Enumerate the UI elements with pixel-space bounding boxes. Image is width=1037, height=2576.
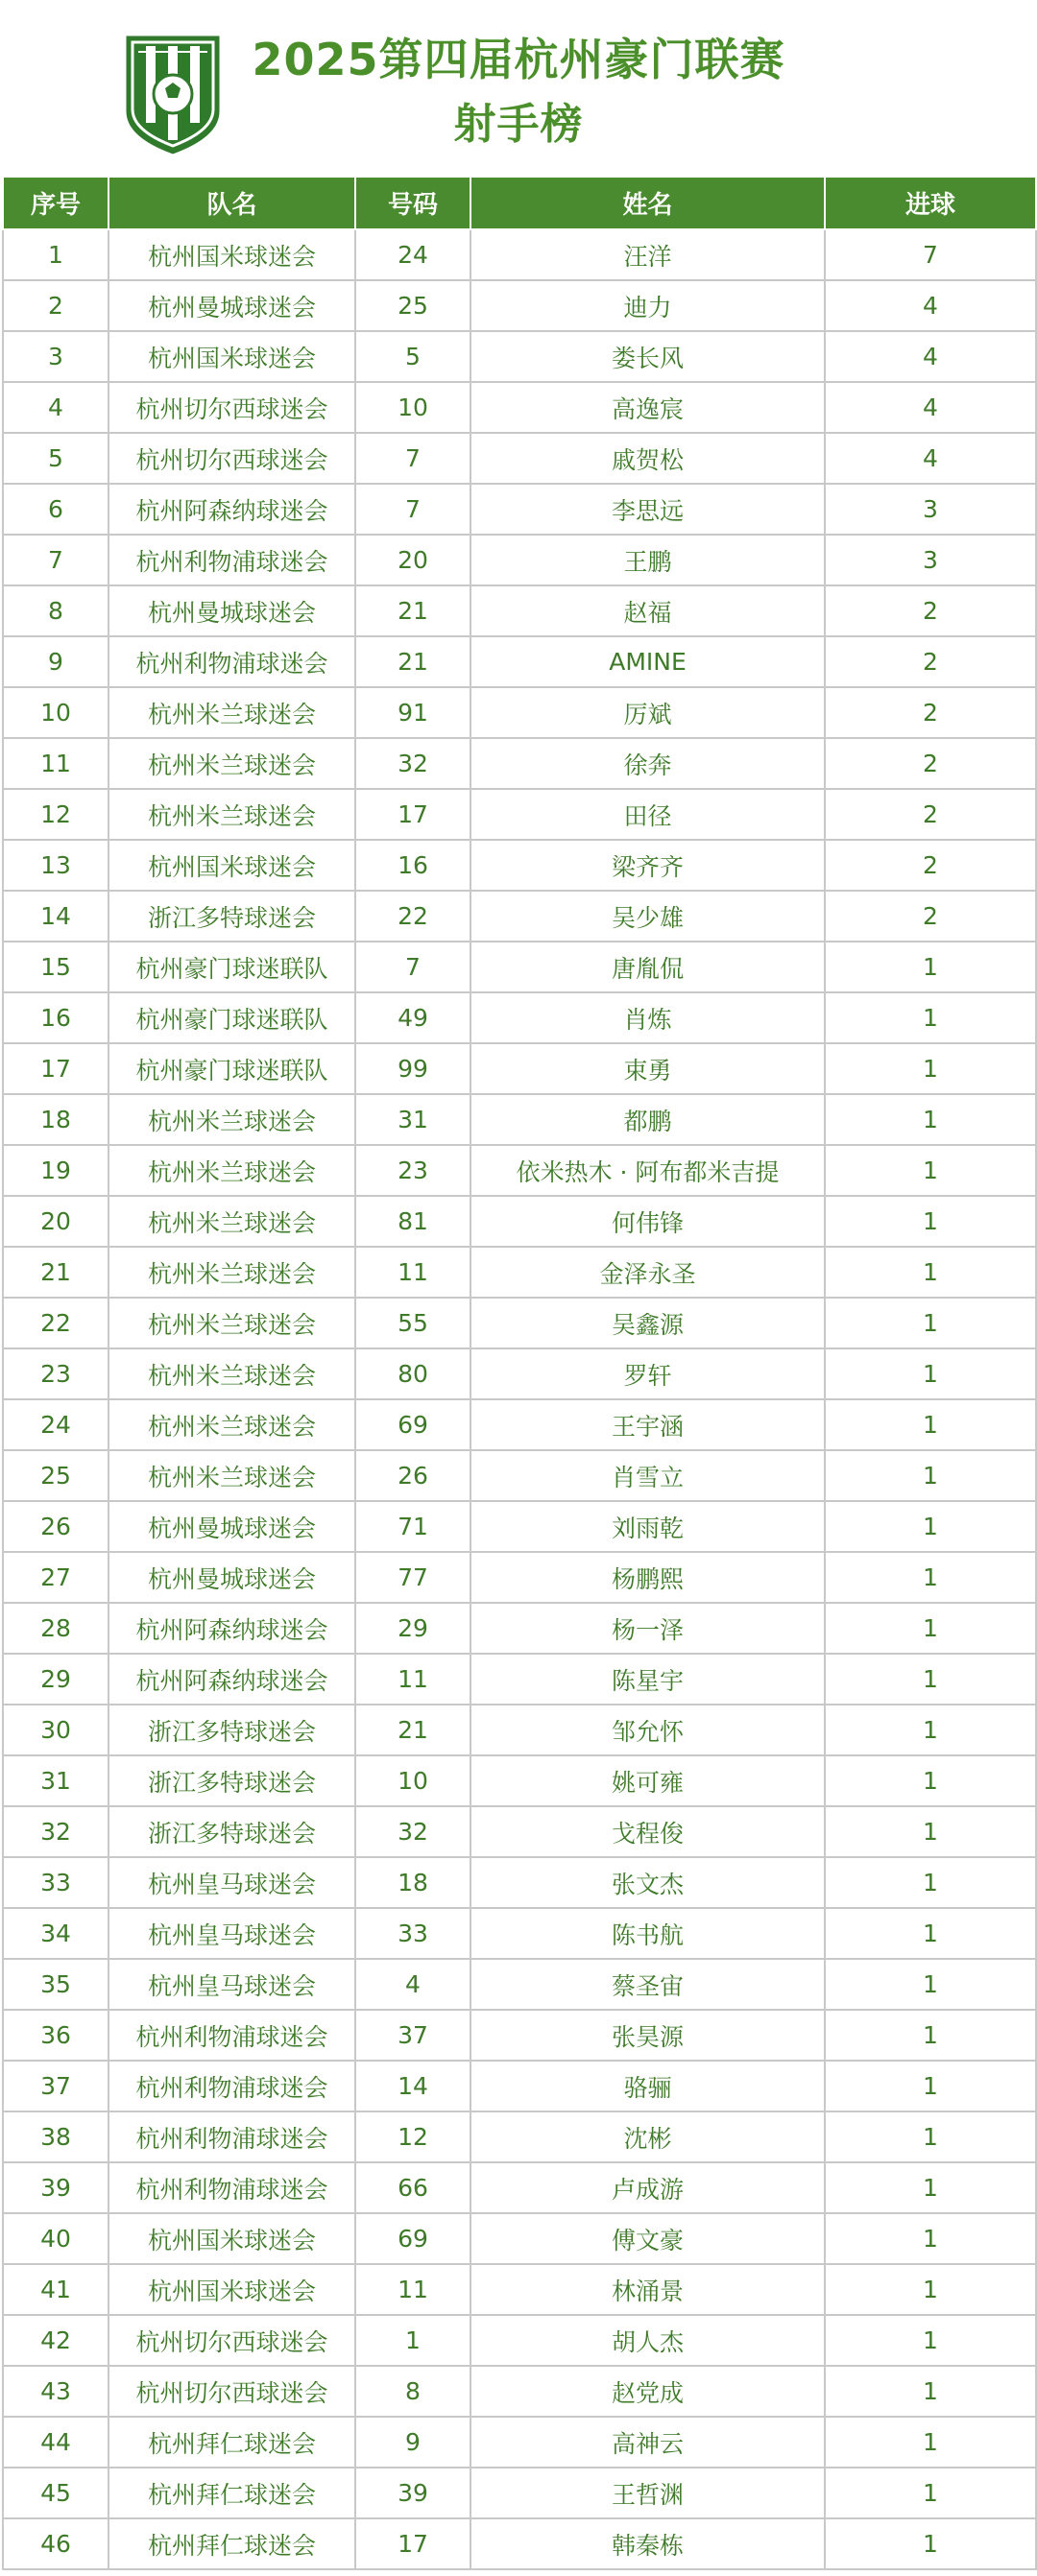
cell-goals: 1 <box>825 1196 1036 1247</box>
cell-rank: 16 <box>3 992 109 1043</box>
cell-team: 杭州切尔西球迷会 <box>109 382 355 433</box>
cell-player-name: 沈彬 <box>470 2111 825 2162</box>
table-row <box>3 636 1036 687</box>
cell-goals: 4 <box>825 433 1036 484</box>
cell-team: 杭州利物浦球迷会 <box>109 2162 355 2213</box>
column-header-team: 队名 <box>109 178 355 229</box>
cell-player-name: 张文杰 <box>470 1857 825 1908</box>
column-header-goals: 进球 <box>825 178 1036 229</box>
cell-rank: 25 <box>3 1450 109 1501</box>
cell-team: 杭州利物浦球迷会 <box>109 636 355 687</box>
page-header <box>0 0 1037 178</box>
cell-number: 10 <box>355 382 470 433</box>
cell-rank: 36 <box>3 2010 109 2061</box>
cell-rank: 34 <box>3 1908 109 1959</box>
table-row <box>3 382 1036 433</box>
cell-goals: 4 <box>825 331 1036 382</box>
cell-team: 杭州米兰球迷会 <box>109 1450 355 1501</box>
cell-player-name: 戈程俊 <box>470 1806 825 1857</box>
cell-rank: 9 <box>3 636 109 687</box>
cell-player-name: 肖炼 <box>470 992 825 1043</box>
cell-player-name: 厉斌 <box>470 687 825 738</box>
cell-team: 杭州米兰球迷会 <box>109 1094 355 1145</box>
cell-rank: 24 <box>3 1399 109 1450</box>
cell-number: 9 <box>355 2417 470 2468</box>
table-row <box>3 1247 1036 1298</box>
cell-number: 23 <box>355 1145 470 1196</box>
cell-number: 66 <box>355 2162 470 2213</box>
table-row <box>3 1450 1036 1501</box>
cell-rank: 19 <box>3 1145 109 1196</box>
cell-rank: 31 <box>3 1755 109 1806</box>
cell-number: 77 <box>355 1552 470 1603</box>
table-row <box>3 2264 1036 2315</box>
cell-player-name: 娄长风 <box>470 331 825 382</box>
cell-team: 杭州豪门球迷联队 <box>109 942 355 992</box>
cell-team: 杭州切尔西球迷会 <box>109 433 355 484</box>
cell-number: 8 <box>355 2366 470 2417</box>
cell-goals: 1 <box>825 1094 1036 1145</box>
cell-rank: 39 <box>3 2162 109 2213</box>
table-row <box>3 891 1036 942</box>
cell-number: 21 <box>355 1705 470 1755</box>
cell-rank: 29 <box>3 1654 109 1705</box>
cell-goals: 1 <box>825 992 1036 1043</box>
table-header-row <box>3 178 1036 229</box>
cell-number: 11 <box>355 2264 470 2315</box>
table-row <box>3 1552 1036 1603</box>
cell-team: 杭州米兰球迷会 <box>109 1348 355 1399</box>
cell-number: 37 <box>355 2010 470 2061</box>
cell-team: 杭州皇马球迷会 <box>109 1959 355 2010</box>
cell-rank: 18 <box>3 1094 109 1145</box>
cell-team: 杭州米兰球迷会 <box>109 1399 355 1450</box>
table-row <box>3 1043 1036 1094</box>
cell-goals: 1 <box>825 1399 1036 1450</box>
cell-team: 杭州豪门球迷联队 <box>109 992 355 1043</box>
cell-team: 杭州国米球迷会 <box>109 2213 355 2264</box>
cell-number: 14 <box>355 2061 470 2111</box>
cell-player-name: 邹允怀 <box>470 1705 825 1755</box>
cell-number: 5 <box>355 331 470 382</box>
cell-player-name: 何伟锋 <box>470 1196 825 1247</box>
cell-player-name: 汪洋 <box>470 229 825 280</box>
cell-number: 21 <box>355 636 470 687</box>
cell-rank: 1 <box>3 229 109 280</box>
cell-player-name: 卢成游 <box>470 2162 825 2213</box>
cell-goals: 1 <box>825 1959 1036 2010</box>
cell-team: 杭州米兰球迷会 <box>109 738 355 789</box>
cell-team: 杭州切尔西球迷会 <box>109 2315 355 2366</box>
cell-goals: 1 <box>825 1552 1036 1603</box>
page-title: 2025第四届杭州豪门联赛 <box>252 34 785 85</box>
cell-number: 49 <box>355 992 470 1043</box>
cell-goals: 1 <box>825 1247 1036 1298</box>
cell-player-name: 吴少雄 <box>470 891 825 942</box>
cell-team: 杭州利物浦球迷会 <box>109 2111 355 2162</box>
cell-player-name: 梁齐齐 <box>470 840 825 891</box>
cell-player-name: 杨一泽 <box>470 1603 825 1654</box>
cell-team: 杭州曼城球迷会 <box>109 280 355 331</box>
cell-number: 69 <box>355 2213 470 2264</box>
cell-goals: 1 <box>825 1755 1036 1806</box>
cell-number: 71 <box>355 1501 470 1552</box>
column-header-rank: 序号 <box>3 178 109 229</box>
cell-player-name: 迪力 <box>470 280 825 331</box>
cell-rank: 5 <box>3 433 109 484</box>
cell-player-name: 肖雪立 <box>470 1450 825 1501</box>
cell-team: 浙江多特球迷会 <box>109 1705 355 1755</box>
table-row <box>3 585 1036 636</box>
cell-rank: 30 <box>3 1705 109 1755</box>
cell-team: 杭州米兰球迷会 <box>109 789 355 840</box>
cell-number: 7 <box>355 484 470 535</box>
cell-number: 81 <box>355 1196 470 1247</box>
cell-player-name: 骆骊 <box>470 2061 825 2111</box>
cell-team: 杭州阿森纳球迷会 <box>109 1603 355 1654</box>
cell-goals: 1 <box>825 2162 1036 2213</box>
cell-player-name: 赵党成 <box>470 2366 825 2417</box>
table-row <box>3 1959 1036 2010</box>
cell-rank: 20 <box>3 1196 109 1247</box>
table-row <box>3 2061 1036 2111</box>
cell-goals: 1 <box>825 2264 1036 2315</box>
cell-player-name: 束勇 <box>470 1043 825 1094</box>
cell-rank: 15 <box>3 942 109 992</box>
cell-team: 杭州米兰球迷会 <box>109 1145 355 1196</box>
table-row <box>3 2213 1036 2264</box>
cell-player-name: 金泽永圣 <box>470 1247 825 1298</box>
cell-rank: 37 <box>3 2061 109 2111</box>
cell-team: 杭州拜仁球迷会 <box>109 2468 355 2518</box>
table-row <box>3 2010 1036 2061</box>
cell-player-name: 姚可雍 <box>470 1755 825 1806</box>
cell-team: 杭州皇马球迷会 <box>109 1857 355 1908</box>
cell-number: 69 <box>355 1399 470 1450</box>
table-row <box>3 738 1036 789</box>
cell-player-name: 陈星宇 <box>470 1654 825 1705</box>
cell-number: 21 <box>355 585 470 636</box>
cell-player-name: 杨鹏熙 <box>470 1552 825 1603</box>
cell-team: 浙江多特球迷会 <box>109 1806 355 1857</box>
cell-goals: 2 <box>825 789 1036 840</box>
cell-goals: 1 <box>825 2213 1036 2264</box>
table-row <box>3 2315 1036 2366</box>
cell-goals: 2 <box>825 891 1036 942</box>
cell-goals: 1 <box>825 1857 1036 1908</box>
cell-number: 11 <box>355 1247 470 1298</box>
cell-number: 10 <box>355 1755 470 1806</box>
cell-number: 12 <box>355 2111 470 2162</box>
cell-goals: 4 <box>825 382 1036 433</box>
table-row <box>3 484 1036 535</box>
table-row <box>3 1806 1036 1857</box>
cell-player-name: 陈书航 <box>470 1908 825 1959</box>
table-row <box>3 1348 1036 1399</box>
cell-team: 杭州国米球迷会 <box>109 229 355 280</box>
club-crest-icon <box>121 31 225 159</box>
cell-team: 浙江多特球迷会 <box>109 1755 355 1806</box>
table-row <box>3 331 1036 382</box>
table-row <box>3 1857 1036 1908</box>
table-row <box>3 2468 1036 2518</box>
table-body <box>3 229 1036 2569</box>
cell-number: 22 <box>355 891 470 942</box>
cell-number: 24 <box>355 229 470 280</box>
cell-player-name: 韩秦栋 <box>470 2518 825 2569</box>
table-row <box>3 229 1036 280</box>
table-row <box>3 1705 1036 1755</box>
cell-team: 杭州利物浦球迷会 <box>109 2061 355 2111</box>
cell-rank: 21 <box>3 1247 109 1298</box>
table-row <box>3 2162 1036 2213</box>
cell-goals: 3 <box>825 535 1036 585</box>
table-row <box>3 1196 1036 1247</box>
cell-player-name: 田径 <box>470 789 825 840</box>
cell-number: 32 <box>355 1806 470 1857</box>
cell-goals: 1 <box>825 1705 1036 1755</box>
table-row <box>3 1603 1036 1654</box>
table-row <box>3 2518 1036 2569</box>
cell-rank: 45 <box>3 2468 109 2518</box>
cell-player-name: 高神云 <box>470 2417 825 2468</box>
cell-goals: 1 <box>825 2417 1036 2468</box>
cell-goals: 3 <box>825 484 1036 535</box>
cell-goals: 1 <box>825 2111 1036 2162</box>
cell-goals: 1 <box>825 1043 1036 1094</box>
cell-team: 杭州米兰球迷会 <box>109 687 355 738</box>
cell-goals: 1 <box>825 1806 1036 1857</box>
cell-rank: 7 <box>3 535 109 585</box>
cell-team: 杭州国米球迷会 <box>109 840 355 891</box>
cell-number: 17 <box>355 2518 470 2569</box>
cell-goals: 1 <box>825 1298 1036 1348</box>
cell-team: 杭州国米球迷会 <box>109 331 355 382</box>
cell-player-name: 依米热木 · 阿布都米吉提 <box>470 1145 825 1196</box>
cell-player-name: 王鹏 <box>470 535 825 585</box>
cell-number: 11 <box>355 1654 470 1705</box>
table-row <box>3 1145 1036 1196</box>
cell-team: 杭州米兰球迷会 <box>109 1247 355 1298</box>
cell-team: 杭州切尔西球迷会 <box>109 2366 355 2417</box>
cell-number: 18 <box>355 1857 470 1908</box>
cell-team: 杭州曼城球迷会 <box>109 1501 355 1552</box>
cell-rank: 3 <box>3 331 109 382</box>
cell-player-name: 赵福 <box>470 585 825 636</box>
cell-player-name: 戚贺松 <box>470 433 825 484</box>
cell-player-name: 傅文豪 <box>470 2213 825 2264</box>
cell-player-name: 高逸宸 <box>470 382 825 433</box>
cell-goals: 2 <box>825 687 1036 738</box>
cell-team: 杭州阿森纳球迷会 <box>109 484 355 535</box>
cell-player-name: 刘雨乾 <box>470 1501 825 1552</box>
column-header-number: 号码 <box>355 178 470 229</box>
cell-team: 杭州拜仁球迷会 <box>109 2518 355 2569</box>
cell-number: 7 <box>355 942 470 992</box>
cell-number: 33 <box>355 1908 470 1959</box>
cell-goals: 1 <box>825 2468 1036 2518</box>
cell-rank: 2 <box>3 280 109 331</box>
cell-goals: 1 <box>825 942 1036 992</box>
cell-goals: 7 <box>825 229 1036 280</box>
cell-goals: 1 <box>825 2061 1036 2111</box>
table-row <box>3 535 1036 585</box>
cell-goals: 2 <box>825 840 1036 891</box>
page-subtitle: 射手榜 <box>453 100 584 149</box>
cell-player-name: AMINE <box>470 636 825 687</box>
cell-number: 39 <box>355 2468 470 2518</box>
cell-rank: 8 <box>3 585 109 636</box>
cell-number: 1 <box>355 2315 470 2366</box>
cell-goals: 1 <box>825 1348 1036 1399</box>
cell-rank: 13 <box>3 840 109 891</box>
cell-goals: 2 <box>825 738 1036 789</box>
cell-number: 20 <box>355 535 470 585</box>
table-row <box>3 992 1036 1043</box>
cell-team: 杭州米兰球迷会 <box>109 1298 355 1348</box>
cell-team: 杭州米兰球迷会 <box>109 1196 355 1247</box>
table-row <box>3 942 1036 992</box>
cell-number: 99 <box>355 1043 470 1094</box>
cell-rank: 38 <box>3 2111 109 2162</box>
cell-goals: 2 <box>825 585 1036 636</box>
cell-rank: 41 <box>3 2264 109 2315</box>
cell-goals: 4 <box>825 280 1036 331</box>
cell-team: 杭州利物浦球迷会 <box>109 2010 355 2061</box>
cell-goals: 1 <box>825 2315 1036 2366</box>
cell-player-name: 李思远 <box>470 484 825 535</box>
cell-team: 杭州皇马球迷会 <box>109 1908 355 1959</box>
cell-number: 32 <box>355 738 470 789</box>
cell-goals: 1 <box>825 1501 1036 1552</box>
table-row <box>3 1501 1036 1552</box>
table-row <box>3 2417 1036 2468</box>
table-row <box>3 840 1036 891</box>
cell-rank: 26 <box>3 1501 109 1552</box>
cell-rank: 42 <box>3 2315 109 2366</box>
cell-rank: 40 <box>3 2213 109 2264</box>
cell-player-name: 王宇涵 <box>470 1399 825 1450</box>
table-row <box>3 1654 1036 1705</box>
cell-rank: 11 <box>3 738 109 789</box>
cell-team: 杭州阿森纳球迷会 <box>109 1654 355 1705</box>
cell-team: 杭州拜仁球迷会 <box>109 2417 355 2468</box>
table-row <box>3 280 1036 331</box>
cell-rank: 43 <box>3 2366 109 2417</box>
table-row <box>3 1094 1036 1145</box>
cell-rank: 44 <box>3 2417 109 2468</box>
cell-rank: 27 <box>3 1552 109 1603</box>
cell-player-name: 蔡圣宙 <box>470 1959 825 2010</box>
cell-rank: 33 <box>3 1857 109 1908</box>
table-row <box>3 1908 1036 1959</box>
cell-team: 杭州曼城球迷会 <box>109 1552 355 1603</box>
cell-rank: 28 <box>3 1603 109 1654</box>
cell-goals: 2 <box>825 636 1036 687</box>
cell-player-name: 徐奔 <box>470 738 825 789</box>
cell-player-name: 王哲渊 <box>470 2468 825 2518</box>
cell-rank: 14 <box>3 891 109 942</box>
cell-rank: 10 <box>3 687 109 738</box>
cell-rank: 6 <box>3 484 109 535</box>
cell-team: 杭州曼城球迷会 <box>109 585 355 636</box>
cell-rank: 32 <box>3 1806 109 1857</box>
table-row <box>3 1298 1036 1348</box>
cell-number: 26 <box>355 1450 470 1501</box>
cell-number: 55 <box>355 1298 470 1348</box>
cell-rank: 46 <box>3 2518 109 2569</box>
cell-number: 31 <box>355 1094 470 1145</box>
cell-number: 29 <box>355 1603 470 1654</box>
cell-rank: 35 <box>3 1959 109 2010</box>
cell-number: 7 <box>355 433 470 484</box>
cell-goals: 1 <box>825 2366 1036 2417</box>
cell-rank: 4 <box>3 382 109 433</box>
cell-number: 91 <box>355 687 470 738</box>
table-row <box>3 1755 1036 1806</box>
cell-goals: 1 <box>825 1603 1036 1654</box>
table-row <box>3 1399 1036 1450</box>
cell-number: 25 <box>355 280 470 331</box>
table-row <box>3 2366 1036 2417</box>
cell-goals: 1 <box>825 1450 1036 1501</box>
cell-player-name: 林涌景 <box>470 2264 825 2315</box>
cell-team: 杭州利物浦球迷会 <box>109 535 355 585</box>
cell-rank: 23 <box>3 1348 109 1399</box>
cell-player-name: 张昊源 <box>470 2010 825 2061</box>
scorers-table <box>2 178 1037 2570</box>
cell-team: 杭州国米球迷会 <box>109 2264 355 2315</box>
cell-player-name: 都鹏 <box>470 1094 825 1145</box>
cell-team: 浙江多特球迷会 <box>109 891 355 942</box>
cell-number: 16 <box>355 840 470 891</box>
cell-goals: 1 <box>825 1145 1036 1196</box>
table-row <box>3 687 1036 738</box>
cell-goals: 1 <box>825 1908 1036 1959</box>
cell-rank: 17 <box>3 1043 109 1094</box>
cell-number: 17 <box>355 789 470 840</box>
cell-player-name: 吴鑫源 <box>470 1298 825 1348</box>
cell-player-name: 胡人杰 <box>470 2315 825 2366</box>
cell-goals: 1 <box>825 2010 1036 2061</box>
cell-goals: 1 <box>825 2518 1036 2569</box>
cell-player-name: 唐胤侃 <box>470 942 825 992</box>
table-row <box>3 789 1036 840</box>
cell-number: 4 <box>355 1959 470 2010</box>
cell-rank: 12 <box>3 789 109 840</box>
table-row <box>3 2111 1036 2162</box>
cell-rank: 22 <box>3 1298 109 1348</box>
column-header-name: 姓名 <box>470 178 825 229</box>
table-row <box>3 433 1036 484</box>
cell-goals: 1 <box>825 1654 1036 1705</box>
cell-team: 杭州豪门球迷联队 <box>109 1043 355 1094</box>
cell-number: 80 <box>355 1348 470 1399</box>
cell-player-name: 罗轩 <box>470 1348 825 1399</box>
